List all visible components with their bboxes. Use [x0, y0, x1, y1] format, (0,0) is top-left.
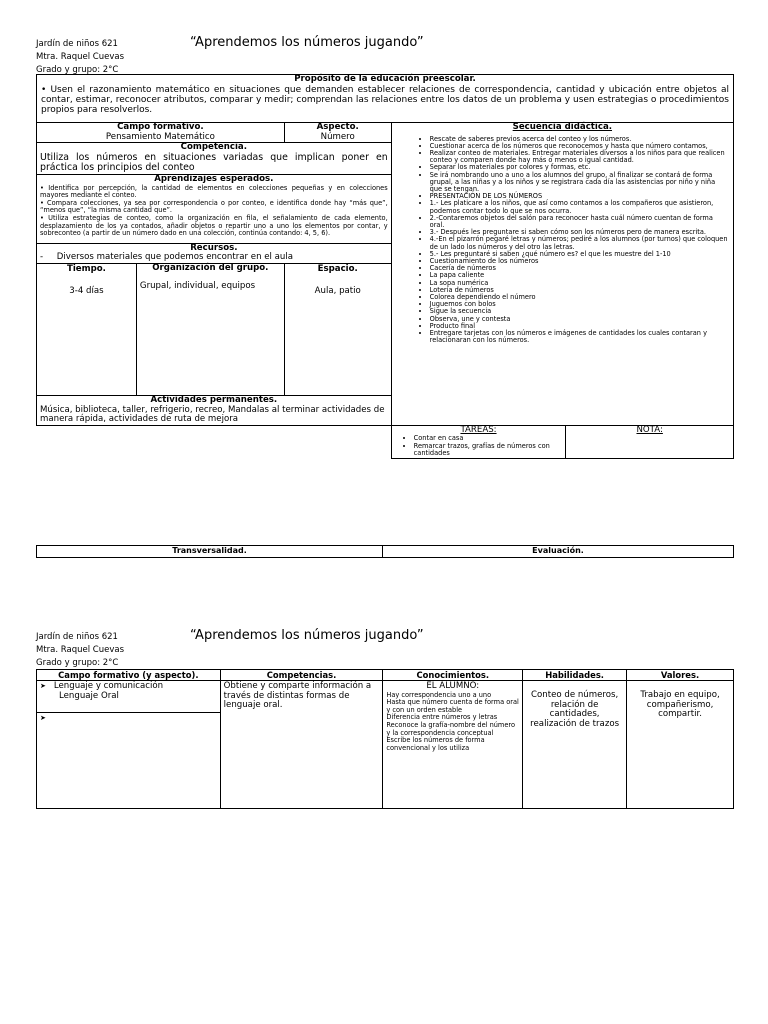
- permanent-heading: Actividades permanentes.: [150, 394, 278, 405]
- planning-table: [36, 74, 734, 459]
- list-item: • 3.- Después les preguntare si saben cómo son los números pero de manera escrita.: [430, 229, 729, 236]
- learnings-item: • Compara colecciones, ya sea por correspondencia o por conteo, e identifica donde hay “más que”, “menos que”, “la misma cantidad que”.: [40, 198, 388, 215]
- field-line: Lenguaje Oral: [59, 690, 119, 701]
- tasks-cell: [391, 425, 566, 458]
- list-item: • La papa caliente: [430, 272, 729, 279]
- field-heading: Campo formativo.: [117, 122, 204, 132]
- list-item: • Rescate de saberes previos acerca del conteo y los números.: [430, 136, 729, 143]
- list-item: • 1.- Les platicare a los niños, que así como contamos a los compañeros que asistieron, podemos contar todo lo que se nos ocurra.: [430, 200, 729, 214]
- group-label: Grado y grupo: 2°C: [36, 65, 119, 75]
- list-item: Escribe los números de forma convencional y los utiliza: [386, 736, 485, 752]
- permanent-text: Música, biblioteca, taller, refrigerio, recreo, Mandalas al terminar actividades de manera rápida, actividades de ruta de mejora: [40, 404, 385, 425]
- list-item: • Lotería de números: [430, 287, 729, 294]
- organization-heading: Organización del grupo.: [152, 262, 269, 273]
- note-cell: [566, 425, 734, 458]
- list-item: • Cuestionamiento de los números: [430, 258, 729, 265]
- school-name: Jardín de niños 621: [36, 39, 118, 49]
- teacher-name: Mtra. Raquel Cuevas: [36, 645, 124, 655]
- page-title: “Aprendemos los números jugando”: [190, 628, 424, 643]
- header-competences: Competencias.: [220, 670, 383, 681]
- space-cell: [284, 263, 391, 395]
- teacher-name: Mtra. Raquel Cuevas: [36, 52, 124, 62]
- list-item: • Realizar conteo de materiales. Entregar materiales diversos a los niños para que realicen conteo y comparen donde hay más o menos o igual cantidad.: [430, 150, 729, 164]
- sequence-list: [392, 136, 733, 345]
- knowledge-cell: [383, 681, 523, 809]
- sequence-cell: [391, 123, 733, 426]
- curriculum-table: [36, 669, 734, 809]
- resources-cell: [37, 243, 392, 263]
- header-values: Valores.: [627, 670, 734, 681]
- time-cell: [37, 263, 137, 395]
- list-item: • 2.-Contaremos objetos del salón para reconocer hasta cuál número cuentan de forma oral.: [430, 215, 729, 229]
- skills-cell: Conteo de números, relación de cantidades, realización de trazos: [523, 681, 627, 809]
- learnings-heading: Aprendizajes esperados.: [154, 173, 274, 184]
- field-cell-empty: [37, 713, 221, 809]
- list-item: • La sopa numérica: [430, 280, 729, 287]
- school-name: Jardín de niños 621: [36, 632, 118, 642]
- arrow-icon: ➤: [40, 682, 46, 690]
- space-heading: Espacio.: [317, 263, 358, 274]
- list-item: • Observa, une y contesta: [430, 316, 729, 323]
- tasks-heading: TAREAS:: [460, 424, 497, 435]
- values-cell: Trabajo en equipo, compañerismo, compartir.: [627, 681, 734, 809]
- list-item: • Entregare tarjetas con los números e imágenes de cantidades los cuales contaran y relacionaran con los números.: [430, 330, 729, 344]
- list-item: • 4.-En el pizarrón pegaré letras y números; pediré a los alumnos (por turnos) que coloquen de un lado los números y del otro las letras.: [430, 236, 729, 250]
- list-item: • PRESENTACIÓN DE LOS NÚMEROS: [430, 193, 729, 200]
- evaluation-label: Evaluación.: [383, 546, 734, 558]
- header-field: Campo formativo (y aspecto).: [37, 670, 221, 681]
- permanent-cell: [37, 395, 392, 425]
- learnings-cell: [37, 174, 392, 243]
- transversality-label: Transversalidad.: [37, 546, 383, 558]
- list-item: • Cacería de números: [430, 265, 729, 272]
- learnings-item: • Identifica por percepción, la cantidad de elementos en colecciones pequeñas y en colecciones mayores mediante el conteo.: [40, 183, 388, 200]
- header-knowledge: Conocimientos.: [383, 670, 523, 681]
- list-item: • 5.- Les preguntaré si saben ¿qué número es? el que les muestre del 1-10: [430, 251, 729, 258]
- note-heading: NOTA:: [636, 424, 663, 435]
- list-item: • Producto final: [430, 323, 729, 330]
- competence-heading: Competencia.: [180, 142, 247, 153]
- list-item: • Cuestionar acerca de los números que reconocemos y hasta que número contamos,: [430, 143, 729, 150]
- header-skills: Habilidades.: [523, 670, 627, 681]
- space-value: Aula, patio: [314, 285, 361, 296]
- header-block: [36, 628, 424, 670]
- purpose-cell: [37, 75, 734, 123]
- list-item: • Contar en casa: [414, 435, 566, 443]
- list-item: • Juguemos con bolos: [430, 301, 729, 308]
- aspect-cell: [284, 123, 391, 143]
- learnings-item: • Utiliza estrategias de conteo, como la organización en fila, el señalamiento de cada elemento, desplazamiento de los ya contados, añadir objetos o repartir uno a uno los elementos por contar, y sobreconteo (a partir de un número dado en una colección, continúa contando: 4, 5, 6).: [40, 213, 388, 238]
- aspect-heading: Aspecto.: [316, 122, 359, 132]
- field-cell: [37, 681, 221, 713]
- group-label: Grado y grupo: 2°C: [36, 658, 119, 668]
- page-title: “Aprendemos los números jugando”: [190, 35, 424, 50]
- sequence-heading: Secuencia didáctica.: [512, 122, 613, 132]
- list-item: • Colorea dependiendo el número: [430, 294, 729, 301]
- organization-value: Grupal, individual, equipos: [139, 280, 256, 291]
- resources-heading: Recursos.: [190, 242, 238, 253]
- competence-cell: Obtiene y comparte información a través de distintas formas de lenguaje oral.: [220, 681, 383, 809]
- purpose-heading: Propósito de la educación preescolar.: [294, 74, 476, 84]
- purpose-text: • Usen el razonamiento matemático en situaciones que demanden establecer relaciones de correspondencia, cantidad y ubicación entre objetos al contar, estimar, reconocer atributos, comparar y medir; comprendan las relaciones entre los datos de un problema y usen estrategias o procedimientos propios para resolverlos.: [41, 84, 729, 115]
- transversality-table: [36, 545, 734, 558]
- field-cell: [37, 123, 285, 143]
- list-item: • Remarcar trazos, grafías de números con cantidades: [414, 443, 566, 458]
- arrow-icon: ➤: [40, 714, 46, 722]
- list-item: Hasta que número cuenta de forma oral y con un orden estable: [386, 698, 519, 714]
- list-item: • Sigue la secuencia: [430, 308, 729, 315]
- field-line: Lenguaje y comunicación: [53, 681, 164, 691]
- competence-cell: [37, 143, 392, 175]
- field-value: Pensamiento Matemático: [105, 131, 215, 142]
- time-heading: Tiempo.: [66, 263, 106, 274]
- competence-text: Utiliza los números en situaciones variadas que implican poner en práctica los principios del conteo: [40, 151, 388, 174]
- organization-cell: [136, 263, 284, 395]
- list-item: • Separar los materiales por colores y formas, etc.: [430, 164, 729, 171]
- list-item: Hay correspondencia uno a uno: [386, 690, 492, 699]
- tasks-list: [392, 435, 566, 458]
- list-item: Reconoce la grafía-nombre del número y la correspondencia conceptual: [386, 720, 516, 737]
- header-block: [36, 35, 424, 77]
- time-value: 3-4 días: [69, 285, 104, 296]
- list-item: • Se irá nombrando uno a uno a los alumnos del grupo, al finalizar se contará de forma grupal, a las niñas y a los niños y se registrara cada día las asistencias por niño y niña que se tengan.: [430, 172, 729, 194]
- list-item: Diferencia entre números y letras: [386, 713, 498, 722]
- resources-text: - Diversos materiales que podemos encontrar en el aula: [40, 252, 294, 263]
- aspect-value: Número: [320, 131, 355, 142]
- knowledge-title: EL ALUMNO:: [426, 681, 480, 691]
